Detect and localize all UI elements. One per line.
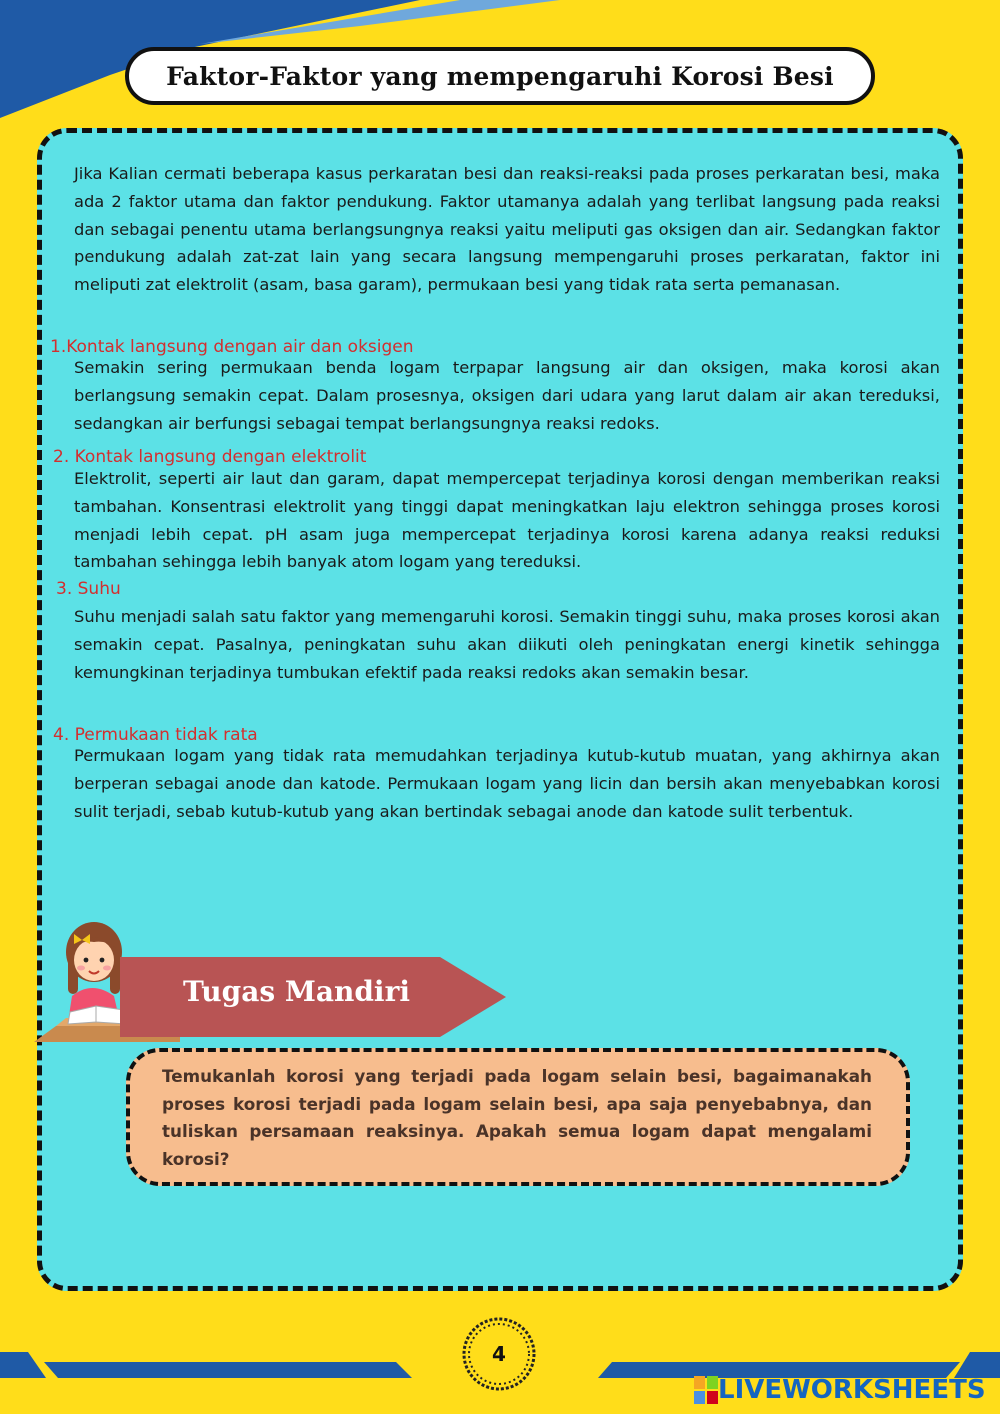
section-body-3: Suhu menjadi salah satu faktor yang memengaruhi korosi. Semakin tinggi suhu, maka proses korosi akan semakin cepat. Pasalnya, peningkatan suhu akan diikuti oleh peningkatan energi kinetik sehingga kemungkinan terjadinya tumbukan efektif pada reaksi redoks akan semakin besar.: [74, 607, 940, 682]
section-heading-4: 4. Permukaan tidak rata: [53, 725, 258, 745]
section-heading-1: 1.Kontak langsung dengan air dan oksigen: [50, 337, 414, 357]
page-number-badge: [461, 1316, 537, 1392]
intro-paragraph: Jika Kalian cermati beberapa kasus perkaratan besi dan reaksi-reaksi pada proses perkaratan besi, maka ada 2 faktor utama dan faktor pendukung. Faktor utamanya adalah yang terlibat langsung pada reaksi dan sebagai penentu utama berlangsungnya reaksi yaitu meliputi gas oksigen dan air. Sedangkan faktor pendukung adalah zat-zat lain yang secara langsung mempengaruhi proses perkaratan, faktor ini meliputi zat elektrolit (asam, basa garam), permukaan besi yang tidak rata serta pemanasan.: [74, 164, 940, 295]
section-heading-2: 2. Kontak langsung dengan elektrolit: [53, 447, 367, 467]
section-heading-3: 3. Suhu: [56, 579, 121, 599]
page-number: 4: [492, 1342, 506, 1366]
section-body-1: Semakin sering permukaan benda logam terpapar langsung air dan oksigen, maka korosi akan berlangsung semakin cepat. Dalam prosesnya, oksigen dari udara yang larut dalam air akan tereduksi, sedangkan air berfungsi sebagai tempat berlangsungnya reaksi redoks.: [74, 358, 940, 433]
section-body-2: Elektrolit, seperti air laut dan garam, dapat mempercepat terjadinya korosi dengan memberikan reaksi tambahan. Konsentrasi elektrolit yang tinggi dapat meningkatkan laju elektron sehingga proses korosi menjadi lebih cepat. pH asam juga mempercepat terjadinya korosi karena adanya reaksi reduksi tambahan sehingga lebih banyak atom logam yang tereduksi.: [74, 469, 940, 572]
liveworksheets-logo: [694, 1374, 986, 1406]
page-title: Faktor-Faktor yang mempengaruhi Korosi Besi: [166, 61, 834, 91]
liveworksheets-icon: [694, 1376, 718, 1404]
task-label: Tugas Mandiri: [183, 975, 410, 1008]
task-text: Temukanlah korosi yang terjadi pada logam selain besi, bagaimanakah proses korosi terjadi pada logam selain besi, apa saja penyebabnya, dan tuliskan persamaan reaksinya. Apakah semua logam dapat mengalami korosi?: [162, 1066, 872, 1169]
section-body-4: Permukaan logam yang tidak rata memudahkan terjadinya kutub-kutub muatan, yang akhirnya akan berperan sebagai anode dan katode. Permukaan logam yang licin dan bersih akan menyebabkan korosi sulit terjadi, sebab kutub-kutub yang akan bertindak sebagai anode dan katode sulit terbentuk.: [74, 746, 940, 821]
watermark-text: LIVEWORKSHEETS: [718, 1375, 986, 1405]
title-banner: [125, 47, 875, 105]
